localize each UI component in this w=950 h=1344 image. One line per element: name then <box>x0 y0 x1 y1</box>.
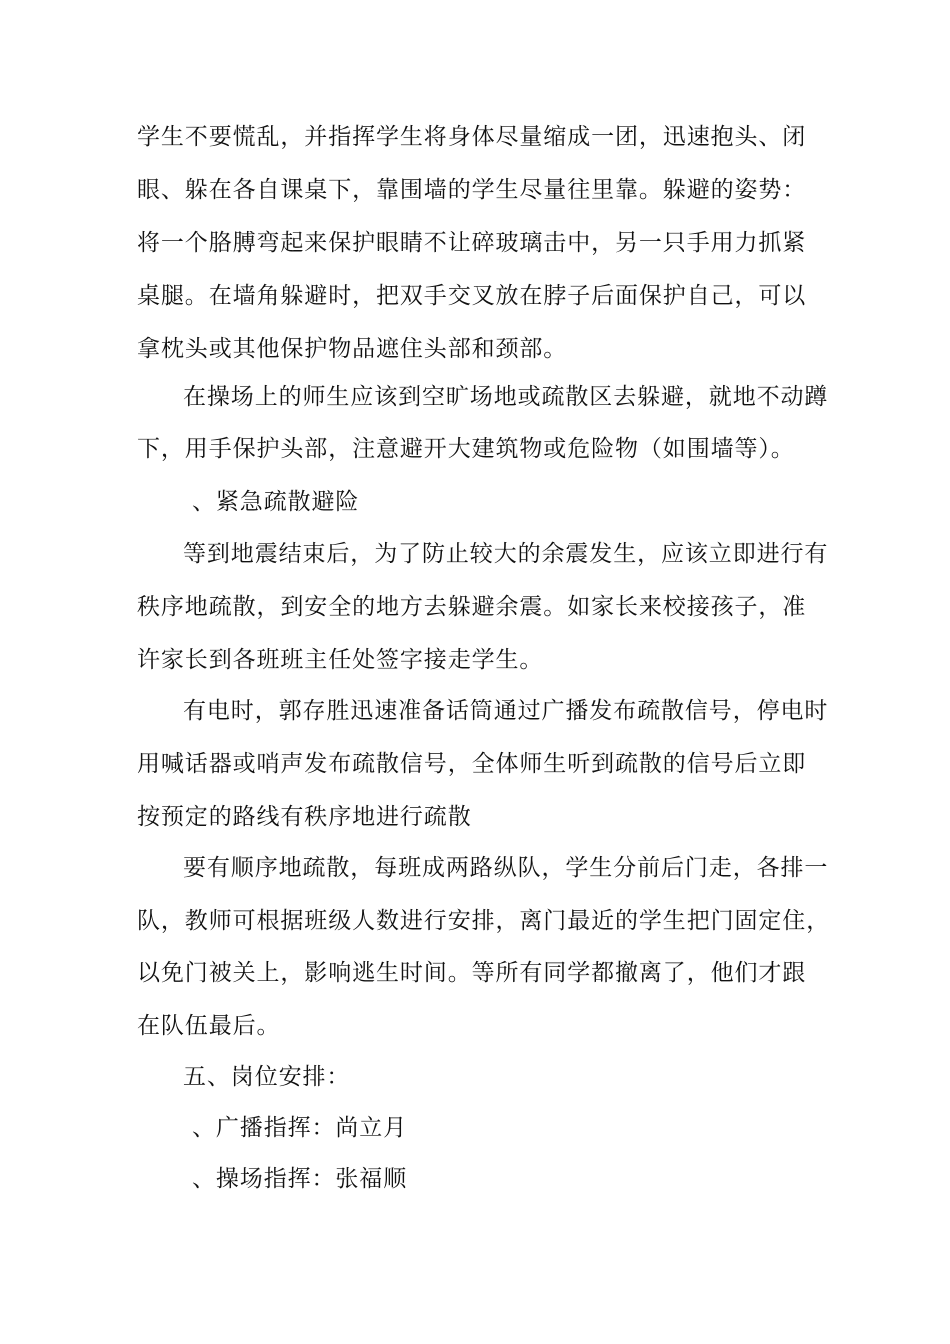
text-line: 将一个胳膊弯起来保护眼睛不让碎玻璃击中，另一只手用力抓紧 <box>137 230 807 256</box>
text-line: 在操场上的师生应该到空旷场地或疏散区去躲避，就地不动蹲 <box>183 384 829 410</box>
text-line: 桌腿。在墙角躲避时，把双手交叉放在脖子后面保护自己，可以 <box>137 283 807 309</box>
text-line: 许家长到各班班主任处签字接走学生。 <box>137 647 544 673</box>
text-line: 按预定的路线有秩序地进行疏散 <box>137 804 472 830</box>
section-heading: 、紧急疏散避险 <box>192 489 360 515</box>
list-item: 、广播指挥：尚立月 <box>192 1115 408 1141</box>
text-line: 有电时，郭存胜迅速准备话筒通过广播发布疏散信号，停电时 <box>183 698 829 724</box>
text-line: 学生不要慌乱，并指挥学生将身体尽量缩成一团，迅速抱头、闭 <box>137 124 807 150</box>
text-line: 秩序地疏散，到安全的地方去躲避余震。如家长来校接孩子，准 <box>137 594 807 620</box>
text-line: 等到地震结束后，为了防止较大的余震发生，应该立即进行有 <box>183 541 829 567</box>
text-line: 用喊话器或哨声发布疏散信号，全体师生听到疏散的信号后立即 <box>137 751 807 777</box>
text-line: 下，用手保护头部，注意避开大建筑物或危险物（如围墙等）。 <box>137 436 795 462</box>
text-line: 眼、躲在各自课桌下，靠围墙的学生尽量往里靠。躲避的姿势： <box>137 177 807 203</box>
text-line: 要有顺序地疏散，每班成两路纵队，学生分前后门走，各排一 <box>183 855 829 881</box>
text-line: 在队伍最后。 <box>137 1013 281 1039</box>
text-line: 拿枕头或其他保护物品遮住头部和颈部。 <box>137 336 568 362</box>
section-heading: 五、岗位安排： <box>183 1064 351 1090</box>
text-line: 队，教师可根据班级人数进行安排，离门最近的学生把门固定住， <box>137 908 831 934</box>
list-item: 、操场指挥：张福顺 <box>192 1166 408 1192</box>
text-line: 以免门被关上，影响逃生时间。等所有同学都撤离了，他们才跟 <box>137 960 807 986</box>
